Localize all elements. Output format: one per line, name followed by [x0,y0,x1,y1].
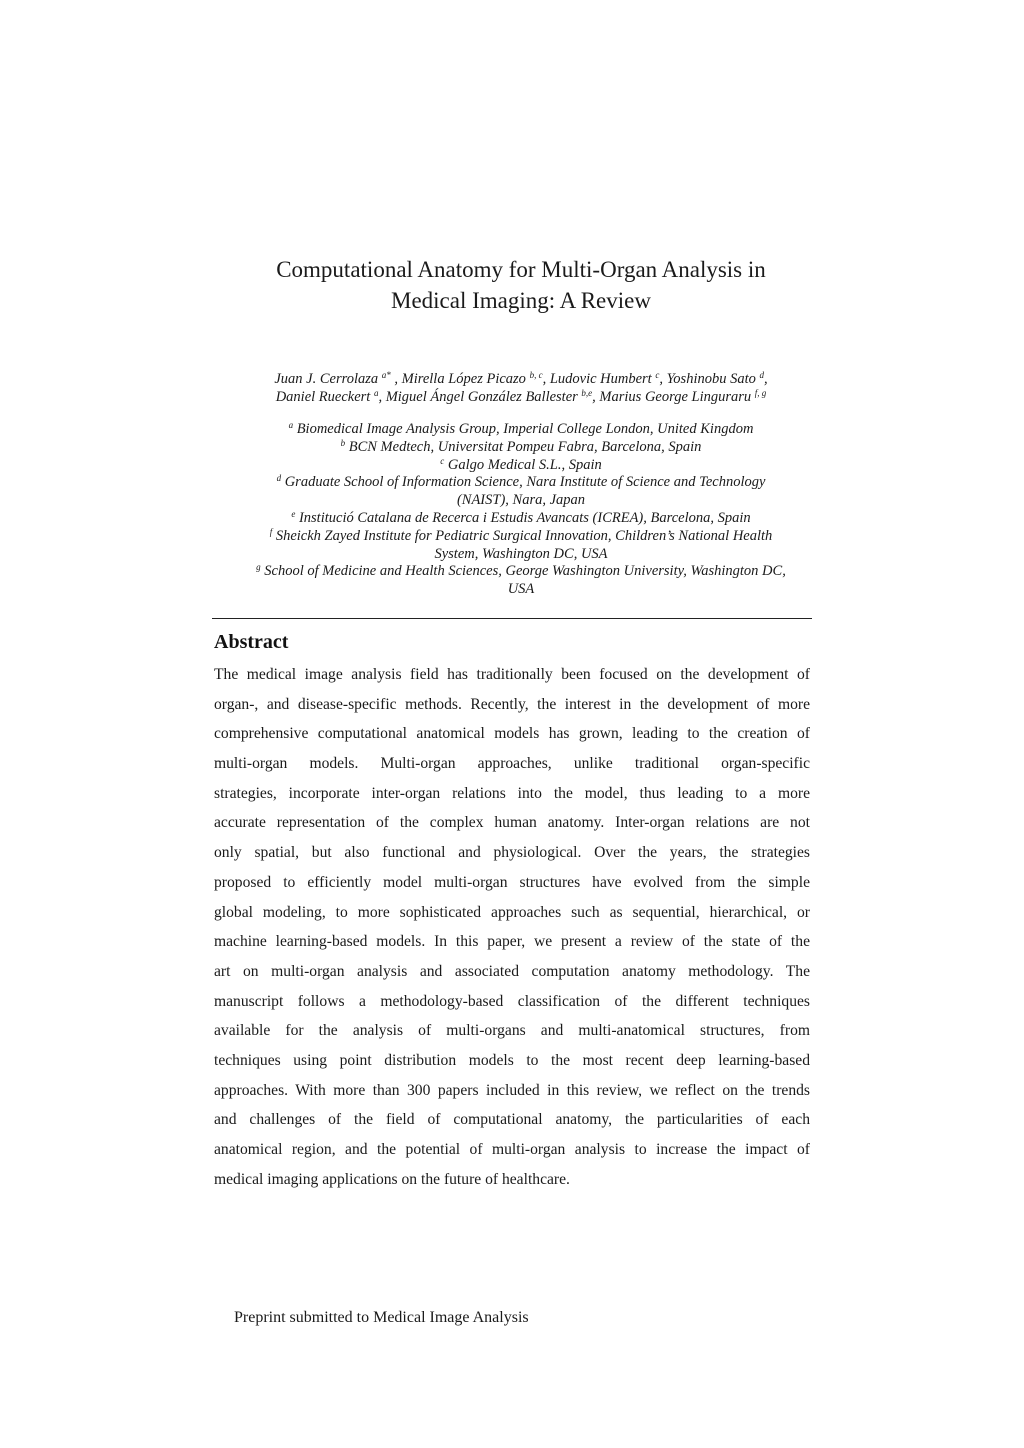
author-affiliation-mark: b,e [581,388,593,398]
affiliation-text: School of Medicine and Health Sciences, George Washington University, Washington DC, [264,563,786,580]
abstract-heading: Abstract [214,631,289,653]
abstract-line: techniques using point distribution models to the most recent deep learning-based [214,1051,810,1069]
affiliation-text: Graduate School of Information Science, Nara Institute of Science and Technology [284,474,766,491]
affiliation-mark: a [288,420,294,430]
affiliation-text: Sheickh Zayed Institute for Pediatric Surgical Innovation, Children’s National Health [275,527,773,544]
abstract-line: only spatial, but also functional and physiological. Over the years, the strategies [214,844,810,862]
abstract-line: art on multi-organ analysis and associated computation anatomy methodology. The [214,962,810,980]
abstract-line: available for the analysis of multi-organs and multi-anatomical structures, from [214,1022,810,1040]
affiliation-mark: c [440,455,445,466]
affiliation-text: Biomedical Image Analysis Group, Imperial College London, United Kingdom [296,421,754,437]
author-affiliation-mark: d [759,370,765,380]
affiliation-c [200,457,842,475]
preprint-footer: Preprint submitted to Medical Image Analysis [234,1309,529,1326]
affiliation-d-cont: (NAIST), Nara, Japan [456,492,586,509]
affiliation-f [200,528,842,546]
affiliation-text: BCN Medtech, Universitat Pompeu Fabra, Barcelona, Spain [348,438,702,455]
abstract-line: and challenges of the field of computational anatomy, the particularities of each [214,1111,810,1129]
abstract-line: strategies, incorporate inter-organ relations into the model, thus leading to a more [214,784,810,802]
abstract-line: proposed to efficiently model multi-organ structures have evolved from the simple [214,873,810,891]
abstract-line: machine learning-based models. In this paper, we present a review of the state of the [214,933,810,951]
abstract-line: comprehensive computational anatomical models has grown, leading to the creation of [214,725,810,743]
title-line: Medical Imaging: A Review [391,288,651,313]
affiliation-text: Institució Catalana de Recerca i Estudis Avancats (ICREA), Barcelona, Spain [298,509,751,526]
author-affiliation-mark: b, c [529,370,543,380]
affiliation-g [200,563,842,581]
author-affiliation-mark: a* [381,370,391,380]
affiliation-mark: d [276,473,282,484]
author-name: Daniel Rueckert [275,389,374,405]
author-name: , Mirella López Picazo [390,371,530,387]
abstract-line: multi-organ models. Multi-organ approaches, unlike traditional organ-specific [214,755,810,773]
affiliation-mark: g [256,562,261,573]
abstract-line: global modeling, to more sophisticated approaches such as sequential, hierarchical, or [214,903,810,921]
abstract-line: organ-, and disease-specific methods. Recently, the interest in the development of more [214,695,810,713]
author-name: , Ludovic Humbert [542,371,656,387]
author-name: , Marius George Linguraru [592,389,755,405]
author-name: Juan J. Cerrolaza [274,371,382,387]
affiliation-b [200,439,842,457]
section-divider [212,618,812,619]
author-separator: , [764,371,768,387]
affiliation-a [200,421,842,439]
author-affiliation-mark: c [655,370,660,380]
author-line [200,388,842,406]
author-list [200,370,842,406]
affiliation-mark: e [291,508,296,519]
author-name: , Miguel Ángel González Ballester [378,389,582,405]
abstract-line: approaches. With more than 300 papers included in this review, we reflect on the trends [214,1081,810,1099]
affiliation-f-cont: System, Washington DC, USA [434,545,608,562]
affiliation-list [200,421,842,599]
author-name: , Yoshinobu Sato [659,371,760,387]
author-line [200,370,842,388]
abstract-line: anatomical region, and the potential of multi-organ analysis to increase the impact of [214,1141,810,1158]
title-line: Computational Anatomy for Multi-Organ Analysis in [276,257,766,282]
affiliation-mark: f [269,526,273,537]
affiliation-g-cont: USA [507,581,535,598]
abstract-line: The medical image analysis field has traditionally been focused on the development of [214,666,810,683]
author-affiliation-mark: a [373,388,379,398]
abstract-body [214,660,810,1194]
paper-title [200,254,842,316]
author-affiliation-mark: f, g [754,388,767,398]
affiliation-mark: b [340,437,346,448]
abstract-line: medical imaging applications on the future of healthcare. [214,1170,570,1188]
affiliation-e [200,510,842,528]
affiliation-d [200,474,842,492]
affiliation-text: Galgo Medical S.L., Spain [447,456,602,473]
abstract-line: accurate representation of the complex human anatomy. Inter-organ relations are not [214,814,810,832]
abstract-line: manuscript follows a methodology-based classification of the different techniques [214,992,810,1010]
